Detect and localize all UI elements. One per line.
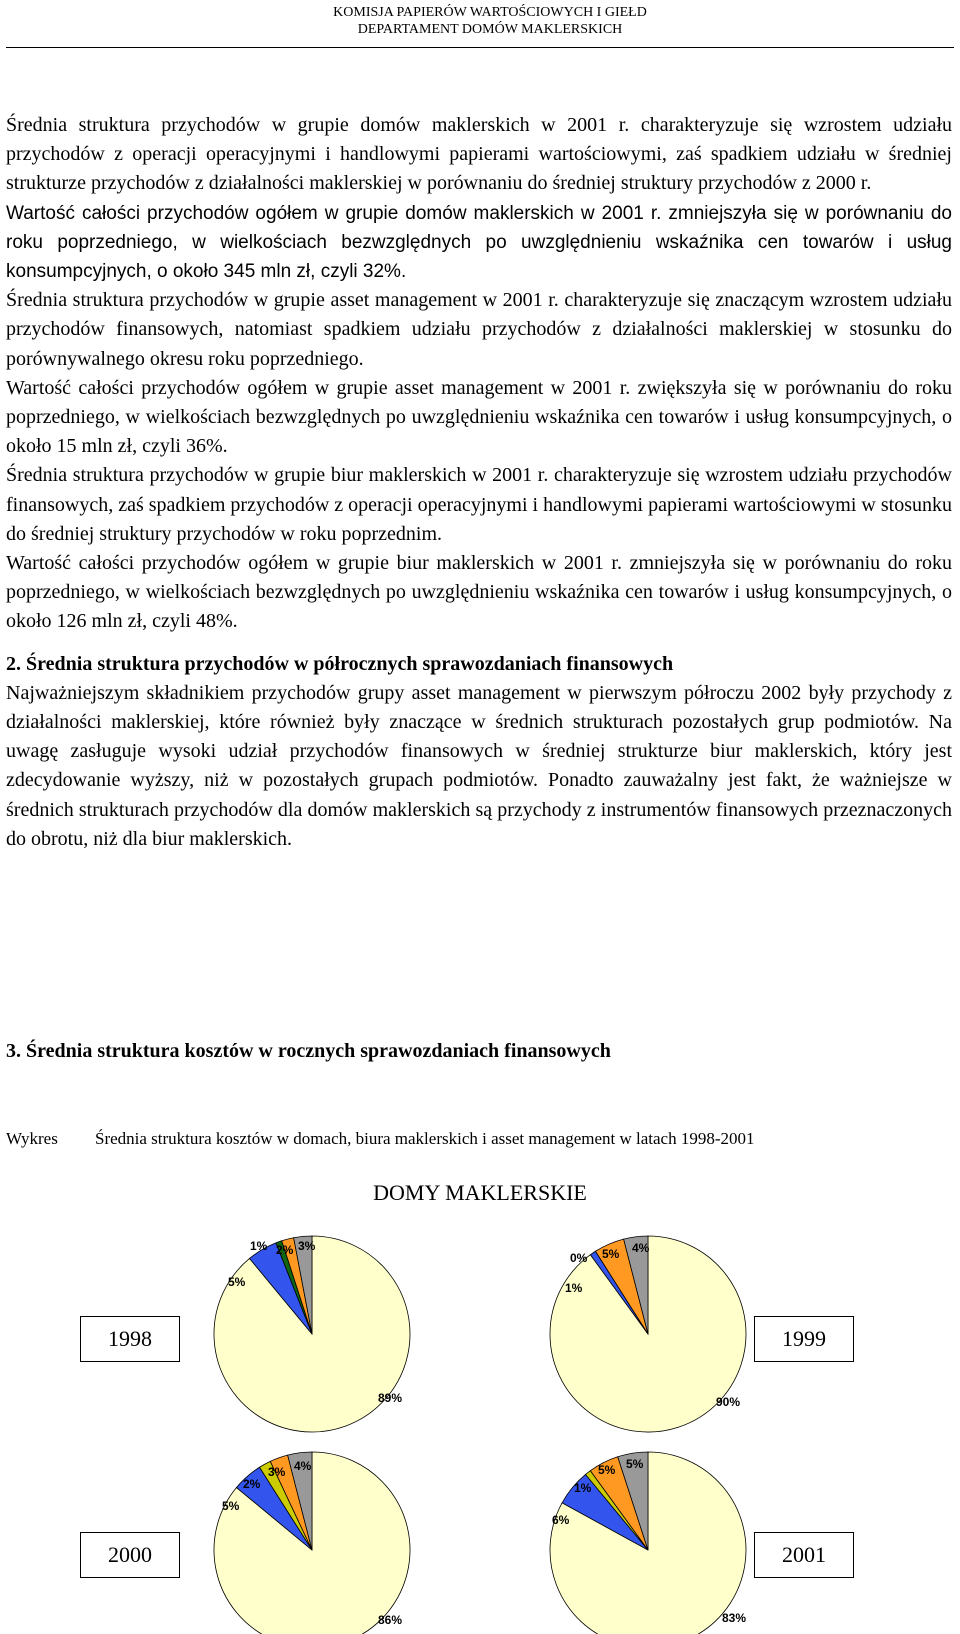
paragraph-6: Wartość całości przychodów ogółem w grupie biur maklerskich w 2001 r. zmniejszyła się w porównaniu do roku poprzedniego, w wielkościach bezwzględnych po uwzględnieniu wskaźnika cen towarów i usług konsumpcyjnych, o około 126 mln zł, czyli 48%. <box>6 552 952 633</box>
pie-1998-label-3: 2% <box>276 1243 294 1257</box>
pie-2001-label-0: 83% <box>722 1611 747 1625</box>
header-line-2: DEPARTAMENT DOMÓW MAKLERSKICH <box>357 22 623 37</box>
pie-1999-label-1: 1% <box>565 1281 583 1295</box>
paragraph-1: Średnia struktura przychodów w grupie domów maklerskich w 2001 r. charakteryzuje się wzrostem udziału przychodów z operacji operacyjnymi i handlowymi papierami wartościowymi, zaś spadkiem udziału w średniej strukturze przychodów z działalności maklerskiej w porównaniu do średniej struktury przychodów z 2000 r. <box>6 114 952 195</box>
paragraph-4: Wartość całości przychodów ogółem w grupie asset management w 2001 r. zwiększyła się w porównaniu do roku poprzedniego, w wielkościach bezwzględnych po uwzględnieniu wskaźnika cen towarów i usług konsumpcyjnych, o około 15 mln zł, czyli 36%. <box>6 376 952 458</box>
pie-1998-label-0: 89% <box>378 1391 403 1405</box>
pie-2001-label-2: 1% <box>574 1481 592 1495</box>
pie-1999-label-4: 4% <box>632 1241 650 1255</box>
pie-2001-label-4: 5% <box>626 1457 644 1471</box>
pie-2001-label-1: 6% <box>552 1513 570 1527</box>
body-text <box>6 111 952 854</box>
figure-label: Wykres <box>6 1129 58 1148</box>
year-box-1999: 1999 <box>754 1316 854 1362</box>
figure-caption: Średnia struktura kosztów w domach, biura maklerskich i asset management w latach 1998-2001 <box>95 1129 755 1148</box>
pie-charts <box>0 1230 960 1634</box>
section-2-heading: 2. Średnia struktura przychodów w półrocznych sprawozdaniach finansowych <box>6 652 674 675</box>
header-line-1: KOMISJA PAPIERÓW WARTOŚCIOWYCH I GIEŁD <box>333 5 647 20</box>
pie-2000-label-0: 86% <box>378 1613 403 1627</box>
pie-1998-label-4: 3% <box>298 1239 316 1253</box>
pie-2000-label-3: 3% <box>268 1465 286 1479</box>
pie-2000-label-4: 4% <box>294 1459 312 1473</box>
paragraph-2: Wartość całości przychodów ogółem w grupie domów maklerskich w 2001 r. zmniejszyła się w porównaniu do roku poprzedniego, w wielkościach bezwzględnych po uwzględnieniu wskaźnika cen towarów i usług konsumpcyjnych, o około 345 mln zł, czyli 32%. <box>6 202 952 283</box>
pie-2000-label-1: 5% <box>222 1499 240 1513</box>
header-rule <box>6 47 954 48</box>
pie-2000-label-2: 2% <box>243 1477 261 1491</box>
paragraph-7: Najważniejszym składnikiem przychodów grupy asset management w pierwszym półroczu 2002 były przychody z działalności maklerskiej, które również były znaczące w średnich strukturach pozostałych grup podmiotów. Na uwagę zasługuje wysoki udział przychodów finansowych w średniej strukturze biur maklerskich, który jest zdecydowanie wyższy, niż w pozostałych grupach podmiotów. Ponadto zauważalny jest fakt, że ważniejsze w średnich strukturach przychodów dla domów maklerskich są przychody z instrumentów finansowych przeznaczonych do obrotu, niż dla biur maklerskich. <box>6 681 952 850</box>
paragraph-5: Średnia struktura przychodów w grupie biur maklerskich w 2001 r. charakteryzuje się wzrostem udziału przychodów finansowych, zaś spadkiem przychodów z operacji operacyjnymi i handlowymi papierami wartościowymi w stosunku do średniej struktury przychodów w roku poprzednim. <box>6 464 952 545</box>
pie-1999-label-0: 90% <box>716 1395 741 1409</box>
year-box-2000: 2000 <box>80 1532 180 1578</box>
section-3-heading: 3. Średnia struktura kosztów w rocznych sprawozdaniach finansowych <box>6 1040 611 1062</box>
pie-1999-label-2: 0% <box>570 1251 588 1265</box>
year-box-1998: 1998 <box>80 1316 180 1362</box>
pie-1998-label-1: 5% <box>228 1275 246 1289</box>
pie-1998-label-2: 1% <box>250 1239 268 1253</box>
paragraph-3: Średnia struktura przychodów w grupie asset management w 2001 r. charakteryzuje się znaczącym wzrostem udziału przychodów finansowych, natomiast spadkiem udziału przychodów z działalności maklerskiej w stosunku do porównywalnego okresu roku poprzedniego. <box>6 289 952 370</box>
pie-1999-label-3: 5% <box>602 1247 620 1261</box>
year-box-2001: 2001 <box>754 1532 854 1578</box>
chart-title: DOMY MAKLERSKIE <box>373 1180 587 1205</box>
pie-2001-label-3: 5% <box>598 1463 616 1477</box>
